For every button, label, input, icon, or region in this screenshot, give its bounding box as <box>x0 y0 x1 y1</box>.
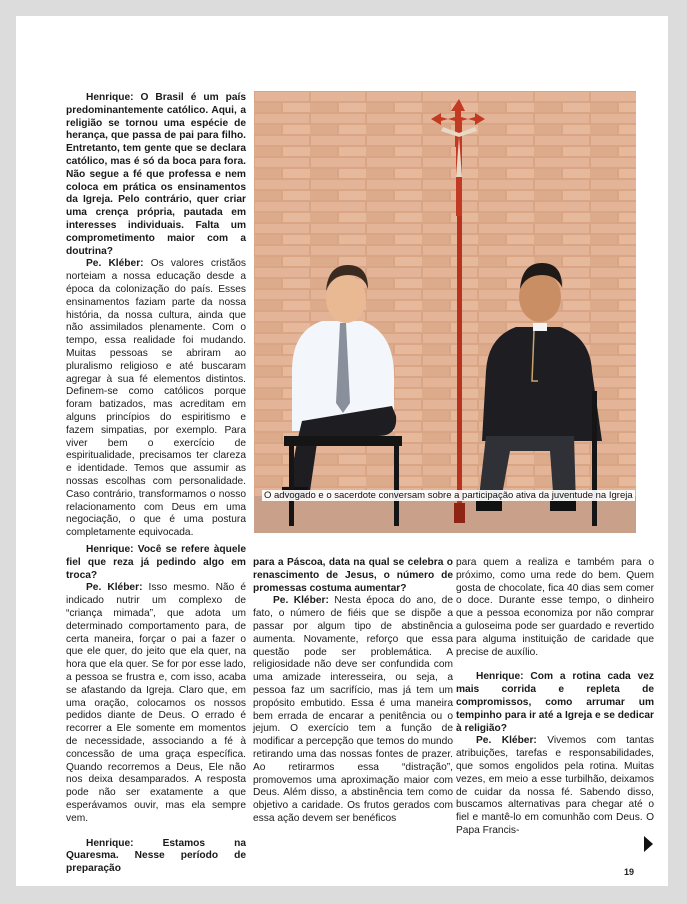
answer-paragraph: Pe. Kléber: Vivemos com tantas atribuições, tarefas e responsabilidades, que somos engolidos pela rotina. Muitas vezes, em meio a esse turbilhão, deixamos de cuidar da nossa fé. Sabendo disso, buscamos alternativas para chegar até o fiel e mantê-lo em comunhão com Deus. O Papa Francis- <box>456 735 654 836</box>
column-3 <box>456 557 654 838</box>
photo-illustration <box>254 91 636 533</box>
answer-paragraph: Pe. Kléber: Nesta época do ano, de fato, o número de fiéis que se dispõe a passar por algum tipo de abstinência aumenta. Novamente, reforço que essa questão pode ser problemática. A religiosidade não deve ser confundida com uma amizade interesseira, ou seja, a pessoa faz um sacrifício, mas já tem um propósito embutido. Essa é uma maneira bem errada de encarar a penitência ou o jejum. O exercício tem a função de modificar a percepção que temos do mundo retirando uma das nossas fontes de prazer. Ao retirarmos essa “distração”, promovemos uma aproximação maior com Deus. Além disso, a abstinência tem como objetivo a caridade. Os frutos gerados com essa ação devem ser benéficos <box>253 595 453 824</box>
question-paragraph: Henrique: O Brasil é um país predominantemente católico. Aqui, a religião se tornou uma espécie de herança, que passa de pai para filho. Entretanto, tem gente que se declara católico, mas é só da boca para fora. Não segue a fé que professa e nem coloca em prática os ensinamentos da Igreja. Pelo contrário, quer criar uma crença própria, pautada em interesses individuais. Falta um comprometimento maior com a doutrina? <box>66 92 246 257</box>
column-2 <box>253 557 453 826</box>
question-paragraph: para a Páscoa, data na qual se celebra o renascimento de Jesus, o número de promessas costuma aumentar? <box>253 557 453 594</box>
question-paragraph: Henrique: Estamos na Quaresma. Nesse período de preparação <box>66 837 246 875</box>
column-1-top <box>66 92 246 540</box>
answer-paragraph: Pe. Kléber: Isso mesmo. Não é indicado nutrir um complexo de “criança mimada”, que adota um determinado comportamento para, de certa maneira, forçar o pai a fazer o que ele quer, do jeito que ela quer, na hora que ela quer. Se for por esse lado, a pessoa se frustra e, com isso, acaba se afastando da Igreja. Claro que, em uma oração, colocamos os nossos pedidos diante de Deus. O errado é recorrer a Ele somente em momentos de necessidade, associando a fé à concessão de uma graça específica. Quando recorremos a Deus, Ele não nos deixa desamparados. A resposta pode não ser exatamente a que esperávamos ouvir, mas ela sempre vem. <box>66 582 246 824</box>
continued-paragraph: para quem a realiza e também para o próximo, como uma rede do bem. Quem gosta de chocolate, fica 40 dias sem comer o doce. Durante esse tempo, o dinheiro que a pessoa economiza por não comprar a guloseima pode ser guardado e revertido para alguma instituição de caridade que precise de auxílio. <box>456 557 654 658</box>
interview-photo <box>254 91 636 533</box>
photo-caption: O advogado e o sacerdote conversam sobre a participação ativa da juventude na Igreja <box>264 490 633 501</box>
question-paragraph: Henrique: Você se refere àquele fiel que reza já pedindo algo em troca? <box>66 544 246 581</box>
page-number: 19 <box>624 867 635 877</box>
answer-paragraph: Pe. Kléber: Os valores cristãos norteiam a nossa educação desde a época da colonização do país. Esses ensinamentos faziam parte da nossa história, da nossa cultura, ainda que não assimilados plenamente. Com o tempo, essa realidade foi mudando. Muitas pessoas se abriram ao pluralismo religioso e até buscaram agregar à sua fé elementos distintos. Definem-se como católicos porque foram batizados, mas acreditam em alguns princípios do espiritismo e fazem simpatias, por exemplo. Para viver bem o exercício de espiritualidade, precisamos ter clareza e identidade. Temos que assumir as nossas escolhas com personalidade. Caso contrário, transformamos o nosso relacionamento com Deus em uma negociação, o que é uma postura completamente equivocada. <box>66 258 246 539</box>
column-1-bottom <box>66 544 246 876</box>
magazine-page <box>16 16 668 886</box>
continue-arrow-icon <box>644 836 653 852</box>
question-paragraph: Henrique: Com a rotina cada vez mais corrida e repleta de compromissos, como arrumar um tempinho para ir até a Igreja e se dedicar à religião? <box>456 671 654 734</box>
